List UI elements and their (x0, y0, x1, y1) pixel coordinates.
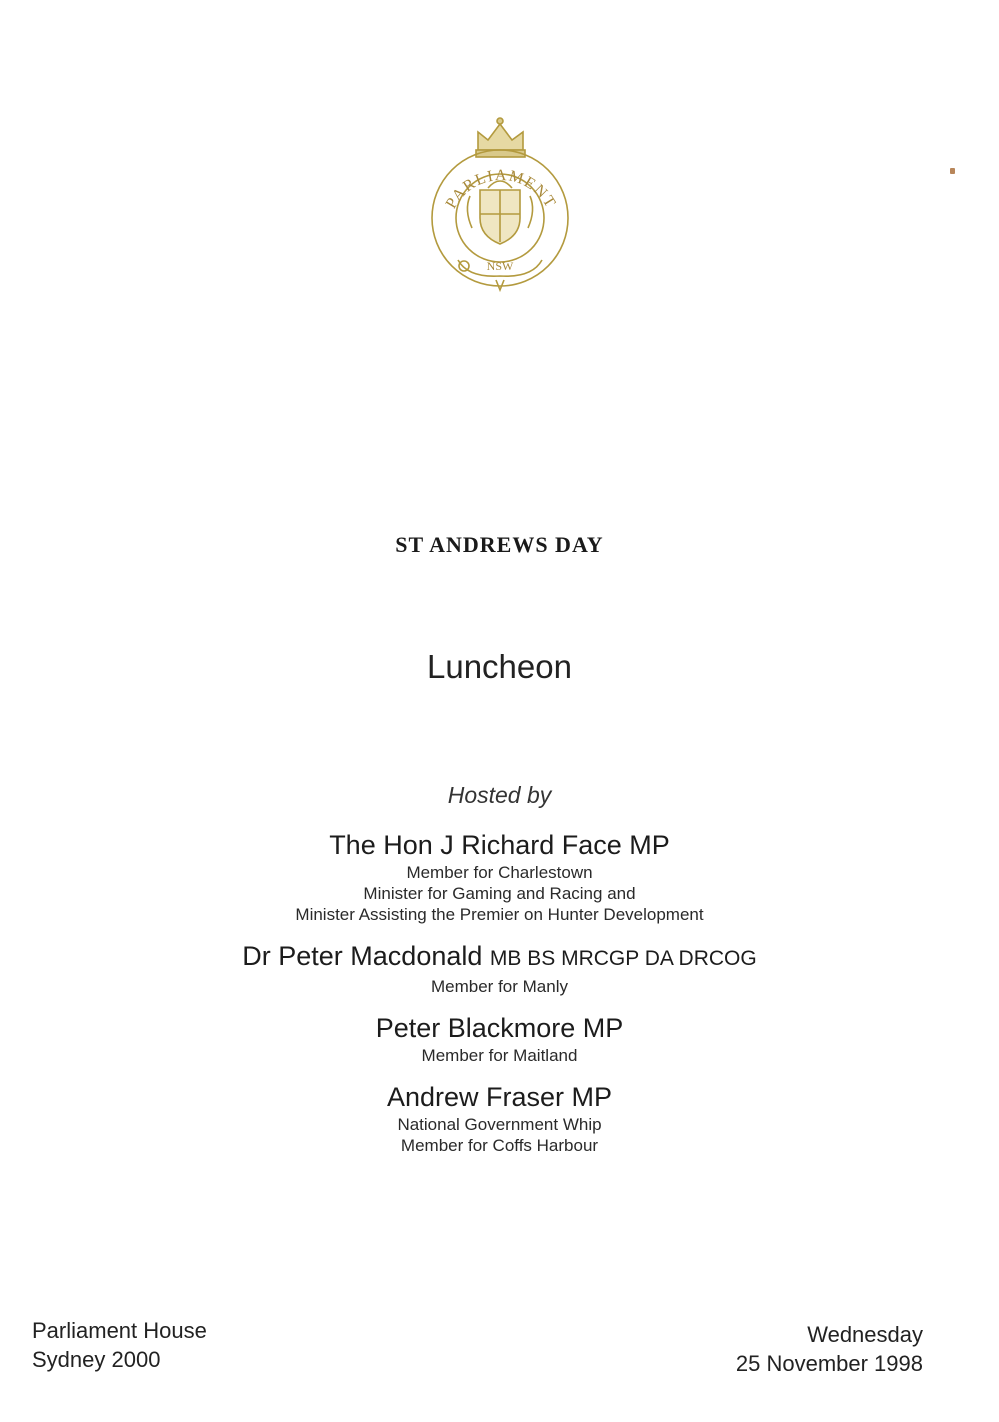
host-name: Peter Blackmore MP (375, 1013, 624, 1043)
hosts-list (0, 828, 999, 1170)
host-detail: Minister Assisting the Premier on Hunter Development (295, 905, 704, 924)
host-detail: National Government Whip (397, 1115, 602, 1134)
venue-line: Sydney 2000 (32, 1347, 161, 1372)
paper-speck (950, 168, 955, 174)
event-subtitle: Luncheon (427, 648, 572, 685)
crest-banner-text: NSW (486, 259, 514, 273)
host-entry (0, 828, 999, 925)
event-title: ST ANDREWS DAY (395, 532, 604, 557)
venue-line: Parliament House (32, 1318, 207, 1343)
host-name: The Hon J Richard Face MP (329, 830, 670, 860)
host-entry (0, 939, 999, 997)
host-entry (0, 1080, 999, 1156)
event-date (736, 1320, 923, 1378)
hosted-by-label: Hosted by (447, 782, 552, 808)
event-weekday: Wednesday (807, 1322, 923, 1347)
host-detail: Member for Manly (431, 977, 568, 996)
host-entry (0, 1011, 999, 1066)
host-detail: Member for Coffs Harbour (400, 1136, 599, 1155)
host-name: Andrew Fraser MP (386, 1082, 613, 1112)
host-detail: Member for Maitland (421, 1046, 578, 1065)
host-detail: Minister for Gaming and Racing and (363, 884, 636, 903)
event-full-date: 25 November 1998 (735, 1351, 923, 1376)
venue-address (32, 1316, 207, 1374)
parliament-nsw-crest-icon (428, 110, 573, 300)
host-detail: Member for Charlestown (406, 863, 593, 882)
host-name: Dr Peter Macdonald MB BS MRCGP DA DRCOG (242, 941, 757, 971)
host-qualifications: MB BS MRCGP DA DRCOG (489, 947, 757, 970)
crest-arc-text: PARLIAMENT (442, 167, 560, 212)
